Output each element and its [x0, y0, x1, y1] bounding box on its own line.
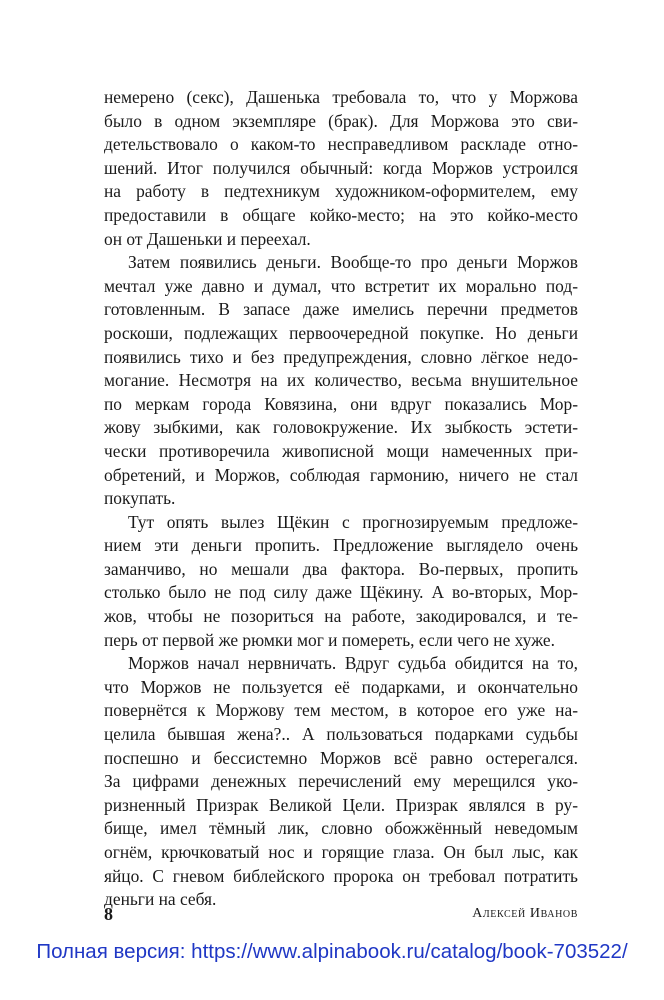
text-line: нием эти деньги пропить. Предложение выглядело очень: [104, 535, 578, 556]
text-line: могание. Несмотря на их количество, весьма внушительное: [104, 370, 578, 391]
text-line: За цифрами денежных перечислений ему мерещился уко-: [104, 771, 578, 792]
paragraph-4: [104, 652, 578, 912]
text-line: столько было не под силу даже Щёкину. А во-вторых, Мор-: [104, 582, 578, 603]
text-line: на работу в педтехникум художником-оформителем, ему: [104, 181, 578, 202]
text-line: Тут опять вылез Щёкин с прогнозируемым предложе-: [128, 511, 578, 532]
text-line: детельствовало о каком-то несправедливом раскладе отно-: [104, 134, 578, 155]
text-line: немерено (секс), Дашенька требовала то, что у Моржова: [104, 87, 578, 107]
text-line: чески противоречила живописной мощи намеченных при-: [104, 440, 578, 461]
text-line: бище, имел тёмный лик, словно обожжённый неведомым: [104, 818, 578, 839]
text-line: ризненный Призрак Великой Цели. Призрак являлся в ру-: [104, 794, 578, 815]
paragraph-2: [104, 251, 578, 511]
full-version-link[interactable]: Полная версия: https://www.alpinabook.ru/catalog/book-703522/: [36, 940, 628, 963]
paragraph-1: [104, 86, 578, 251]
text-line: перь от первой же рюмки мог и помереть, если чего не хуже.: [104, 629, 556, 650]
text-line: мечтал уже давно и думал, что встретит их морально под-: [104, 275, 578, 296]
text-line: появились тихо и без предупреждения, словно лёгкое недо-: [104, 346, 578, 367]
paragraph-3: [104, 511, 578, 653]
body-text: [104, 86, 578, 912]
page-number: 8: [104, 904, 113, 924]
text-line: Моржов начал нервничать. Вдруг судьба обидится на то,: [128, 653, 578, 674]
text-line: яйцо. С гневом библейского пророка он требовал потратить: [104, 865, 578, 886]
text-line: шений. Итог получился обычный: когда Моржов устроился: [104, 157, 578, 178]
text-line: жов, чтобы не позориться на работе, закодировался, и те-: [104, 606, 578, 627]
text-line: заманчиво, но мешали два фактора. Во-первых, пропить: [104, 558, 578, 579]
text-line: предоставили в общаге койко-место; на это койко-место: [104, 204, 578, 225]
text-line: поспешно и бессистемно Моржов всё равно остерегался.: [104, 747, 578, 768]
text-line: по меркам города Ковязина, они вдруг показались Мор-: [104, 393, 578, 414]
text-line: обретений, и Моржов, соблюдая гармонию, ничего не стал: [104, 464, 578, 485]
running-head-author: Алексей Иванов: [472, 906, 578, 921]
text-line: было в одном экземпляре (брак). Для Моржова это сви-: [104, 110, 578, 131]
text-line: жову зыбкими, как головокружение. Их зыбкость эстети-: [104, 417, 578, 438]
page-footer: [104, 904, 578, 928]
text-line: что Моржов не пользуется её подарками, и окончательно: [104, 676, 578, 697]
text-line: готовленным. В запасе даже имелись перечни предметов: [104, 299, 578, 320]
text-line: огнём, крючковатый нос и горящие глаза. Он был лыс, как: [104, 842, 578, 862]
text-line: покупать.: [104, 488, 176, 509]
text-line: он от Дашеньки и переехал.: [104, 228, 311, 249]
text-line: роскоши, подлежащих первоочередной покупке. Но деньги: [104, 322, 578, 343]
text-line: Затем появились деньги. Вообще-то про деньги Моржов: [128, 252, 578, 273]
text-line: деньги на себя.: [104, 889, 217, 910]
text-line: повернётся к Моржову тем местом, в которое его уже на-: [104, 700, 578, 721]
text-line: целила бывшая жена?.. А пользоваться подарками судьбы: [104, 724, 578, 745]
